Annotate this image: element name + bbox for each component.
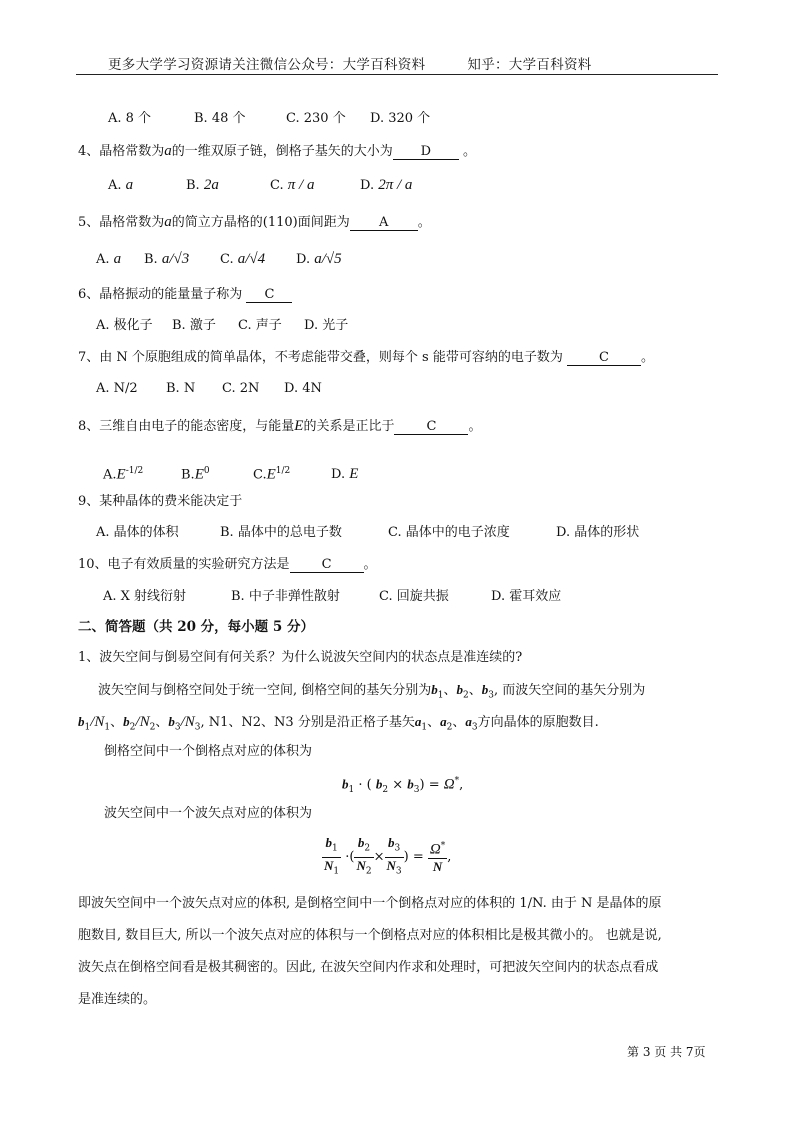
- q8-option-d: D. E: [331, 466, 359, 483]
- q5-option-c: C. a/√4: [220, 251, 266, 267]
- q5-option-b: B. a/√3: [144, 251, 190, 267]
- section2-q1: 1、波矢空间与倒易空间有何关系？为什么说波矢空间内的状态点是准连续的?: [78, 650, 523, 665]
- q3-option-b: B. 48 个: [194, 111, 246, 126]
- header-zhihu-text: 知乎：大学百科资料: [467, 57, 592, 73]
- answer-para2: $b_1/N_1$、$b_2/N_2$、$b_3/N_3$, N1、N2、N3 分别是沿正格子基矢$a_1$、$a_2$、$a_3$方向晶体的原胞数目.: [78, 714, 599, 733]
- q5-option-a: A. a: [96, 251, 122, 267]
- q4-option-a: A. a: [108, 177, 134, 193]
- section2-title: 二、简答题（共 20 分，每小题 5 分）: [78, 619, 314, 635]
- q10-question: 10、电子有效质量的实验研究方法是 C 。: [78, 557, 377, 572]
- q9-question: 9、某种晶体的费米能决定于: [78, 494, 243, 509]
- q5-option-d: D. a/√5: [296, 251, 342, 267]
- page-footer: 第 3 页 共 7页: [627, 1045, 706, 1059]
- q10-options: A. X 射线衍射 B. 中子非弹性散射 C. 回旋共振 D. 霍耳效应: [103, 589, 562, 604]
- header-rule: [76, 74, 718, 75]
- header-wechat-text: 更多大学学习资源请关注微信公众号：大学百科资料: [108, 57, 426, 73]
- q6-question: 6、晶格振动的能量量子称为 C: [78, 286, 292, 304]
- q5-question: 5、晶格常数为a的简立方晶格的(110)面间距为 A 。: [78, 214, 431, 230]
- q3-option-c: C. 230 个: [286, 111, 346, 126]
- q4-options: [108, 176, 412, 195]
- q10-answer: C: [290, 558, 364, 573]
- formula-reciprocal-volume: $b_1$ · ( $b_2 \times b_3) = \Omega^*$,: [342, 776, 464, 795]
- q8-options: [103, 462, 358, 484]
- q5-answer: A: [350, 216, 418, 231]
- q8-option-c: $C.E^{1/2}$: [253, 466, 291, 483]
- q8-answer: C: [394, 420, 468, 435]
- formula-wavevector-volume: $\frac{b_1}{N_1}$ ·( $\frac{b_2}{N_2}$ × $\frac{b_3}{N_3}$ ) = $\frac{\Omega^*}{N}$ ,: [324, 835, 452, 877]
- q9-options: A. 晶体的体积 B. 晶体中的总电子数 C. 晶体中的电子浓度 D. 晶体的形状: [96, 525, 640, 540]
- q7-question: 7、由 N 个原胞组成的简单晶体，不考虑能带交叠，则每个 s 能带可容纳的电子数为 C 。: [78, 350, 655, 365]
- q3-options: [108, 110, 430, 128]
- q8-question: 8、三维自由电子的能态密度，与能量E的关系是正比于 C 。: [78, 418, 482, 434]
- answer-para5-line3: 波矢点在倒格空间看是极其稠密的。因此, 在波矢空间内作求和处理时，可把波矢空间内的状态点看成: [78, 960, 659, 975]
- q6-options: A. 极化子 B. 激子 C. 声子 D. 光子: [96, 318, 349, 333]
- q3-option-a: A. 8 个: [108, 111, 152, 126]
- q4-question: [78, 142, 476, 161]
- answer-para1: 波矢空间与倒格空间处于统一空间, 倒格空间的基矢分别为$b_1$、$b_2$、$b_3$, 而波矢空间的基矢分别为: [98, 682, 646, 701]
- q4-text-post: 的一维双原子链，倒格子基矢的大小为: [171, 144, 393, 159]
- q3-option-d: D. 320 个: [370, 111, 431, 126]
- answer-para4: 波矢空间中一个波矢点对应的体积为: [104, 806, 313, 821]
- q4-option-c: C. π / a: [270, 177, 315, 193]
- answer-para5-line4: 是准连续的。: [78, 992, 157, 1007]
- q8-option-a: $A.E^{-1/2}$: [103, 466, 144, 483]
- q4-option-d: D. 2π / a: [360, 177, 413, 193]
- q7-options: A. N/2 B. N C. 2N D. 4N: [96, 381, 322, 396]
- page-header: [108, 53, 592, 73]
- q4-answer: D: [393, 145, 459, 160]
- q4-text-pre: 4、晶格常数为: [78, 144, 165, 159]
- answer-para3: 倒格空间中一个倒格点对应的体积为: [104, 744, 313, 759]
- q4-end: 。: [462, 144, 476, 159]
- q8-option-b: $B.E^0$: [181, 466, 210, 483]
- q5-options: [96, 250, 342, 269]
- answer-para5-line1: 即波矢空间中一个波矢点对应的体积, 是倒格空间中一个倒格点对应的体积的 1/N. 由于 N 是晶体的原: [78, 896, 662, 911]
- q4-option-b: B. 2a: [186, 177, 219, 193]
- q6-answer: C: [246, 288, 292, 303]
- q4-var: a: [164, 143, 172, 159]
- q7-answer: C: [567, 351, 641, 366]
- answer-para5-line2: 胞数目, 数目巨大, 所以一个波矢点对应的体积与一个倒格点对应的体积相比是极其微小的。 也就是说,: [78, 928, 662, 943]
